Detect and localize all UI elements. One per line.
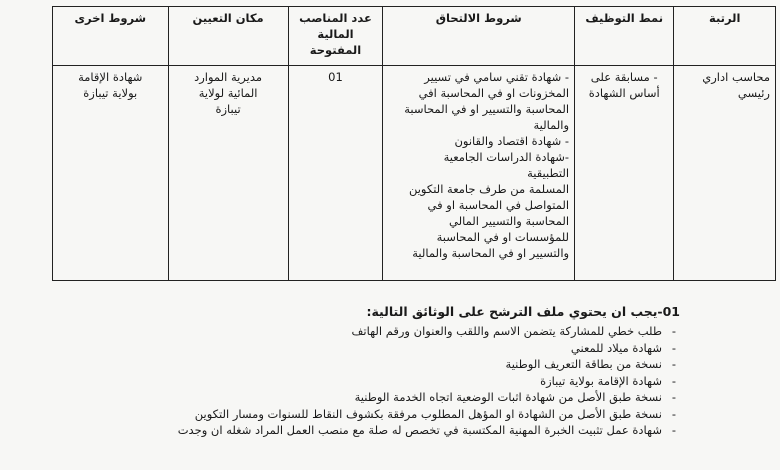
other-line: شهادة الإقامة (78, 70, 143, 84)
condition-line: - شهادة تقني سامي في تسيير (424, 70, 570, 84)
condition-line: للمؤسسات او في المحاسبة (436, 230, 570, 244)
mode-line: أساس الشهادة (588, 86, 660, 100)
header-rank: الرتبة (674, 7, 776, 66)
list-item: - نسخة طبق الأصل من شهادة اثبات الوضعية اتجاه الخدمة الوطنية (160, 389, 680, 406)
list-item: - نسخة من بطاقة التعريف الوطنية (160, 356, 680, 373)
condition-line: المحاسبة والتسيير المالي (448, 214, 570, 228)
list-item: - شهادة عمل تثبيت الخبرة المهنية المكتسبة في تخصص له صلة مع منصب العمل المراد شغله ان وجدت (160, 422, 680, 439)
list-item: - شهادة الإقامة بولاية تيبازة (160, 373, 680, 390)
condition-line: - شهادة اقتصاد والقانون (454, 134, 570, 148)
cell-place (168, 66, 288, 281)
header-other: شروط اخرى (53, 7, 169, 66)
place-line: تيبازة (215, 102, 241, 116)
condition-line: والمالية (533, 118, 570, 132)
header-conditions: شروط الالتحاق (383, 7, 575, 66)
cell-other (53, 66, 169, 281)
rank-line: رئيسي (737, 86, 770, 100)
header-count: عدد المناصب المالية المفتوحة (288, 7, 383, 66)
header-mode: نمط التوظيف (575, 7, 674, 66)
mode-line: - مسابقة على (590, 70, 658, 84)
documents-list (160, 323, 680, 439)
condition-line: المخزونات او في المحاسبة افي (418, 86, 570, 100)
documents-title: 01-يجب ان يحتوي ملف الترشح على الوثائق التالية: (366, 304, 680, 319)
table-header-row (53, 7, 776, 66)
cell-rank (674, 66, 776, 281)
place-line: مديرية الموارد (194, 70, 263, 84)
table-row (53, 66, 776, 281)
positions-table (52, 6, 776, 281)
condition-line: التطبيقية (527, 166, 570, 180)
cell-mode (575, 66, 674, 281)
condition-line: المتواصل في المحاسبة او في (427, 198, 570, 212)
cell-conditions (383, 66, 575, 281)
condition-line: المسلمة من طرف جامعة التكوين (408, 182, 570, 196)
required-documents (160, 304, 680, 439)
header-place: مكان التعيين (168, 7, 288, 66)
cell-count: 01 (288, 66, 383, 281)
rank-line: محاسب اداري (702, 70, 770, 84)
list-item: - طلب خطي للمشاركة يتضمن الاسم واللقب والعنوان ورقم الهاتف (160, 323, 680, 340)
condition-line: -شهادة الدراسات الجامعية (443, 150, 570, 164)
place-line: المائية لولاية (198, 86, 258, 100)
condition-line: والتسيير او في المحاسبة والمالية (412, 246, 570, 260)
list-item: - نسخة طبق الأصل من الشهادة او المؤهل المطلوب مرفقة بكشوف النقاط للسنوات ومسار التكوين (160, 406, 680, 423)
list-item: - شهادة ميلاد للمعني (160, 340, 680, 357)
condition-line: المحاسبة والتسيير او في المحاسبة (404, 102, 570, 116)
other-line: بولاية تيبازة (83, 86, 138, 100)
